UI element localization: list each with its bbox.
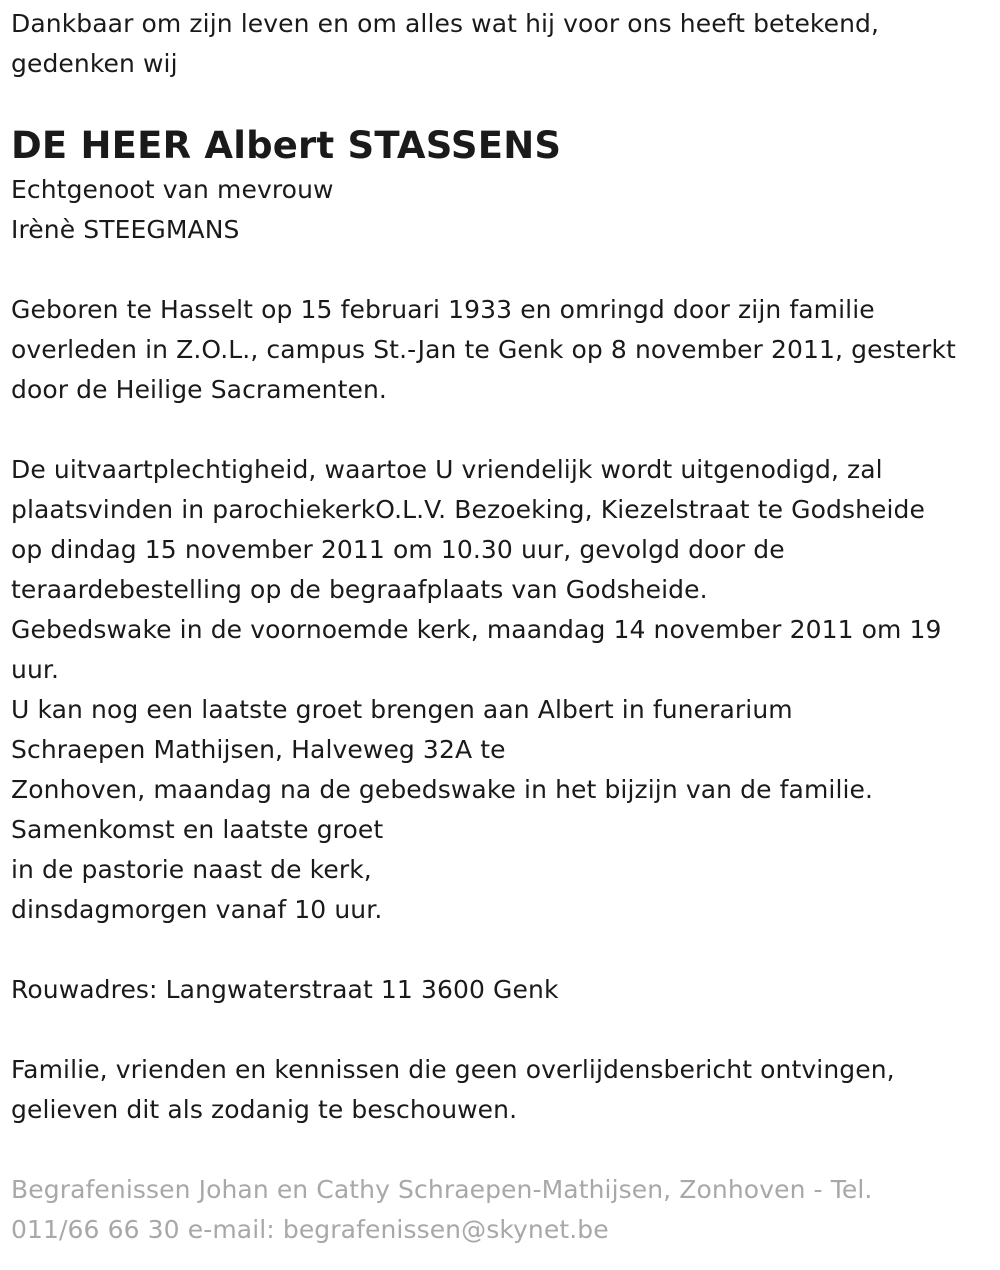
footer-line: Begrafenissen Johan en Cathy Schraepen-Mathijsen, Zonhoven - Tel. xyxy=(11,1175,873,1204)
spacer xyxy=(11,250,996,290)
intro-section xyxy=(11,4,996,84)
notice-line: gelieven dit als zodanig te beschouwen. xyxy=(11,1095,518,1124)
intro-line: Dankbaar om zijn leven en om alles wat hij voor ons heeft betekend, xyxy=(11,9,880,38)
spacer xyxy=(11,410,996,450)
ceremony-line: De uitvaartplechtigheid, waartoe U vriendelijk wordt uitgenodigd, zal xyxy=(11,455,883,484)
ceremony-line: in de pastorie naast de kerk, xyxy=(11,855,372,884)
birth-line: door de Heilige Sacramenten. xyxy=(11,375,387,404)
ceremony-line: plaatsvinden in parochiekerkO.L.V. Bezoeking, Kiezelstraat te Godsheide xyxy=(11,495,925,524)
spacer xyxy=(11,1130,996,1170)
ceremony-line: Schraepen Mathijsen, Halveweg 32A te xyxy=(11,735,506,764)
spouse-line: Echtgenoot van mevrouw xyxy=(11,175,334,204)
ceremony-line: Zonhoven, maandag na de gebedswake in het bijzijn van de familie. xyxy=(11,775,874,804)
footer-contact: 011/66 66 30 e-mail: begrafenissen@skynet.be xyxy=(11,1215,609,1244)
ceremony-line: U kan nog een laatste groet brengen aan Albert in funerarium xyxy=(11,695,793,724)
funeral-home-footer xyxy=(11,1170,996,1250)
obituary-notice xyxy=(11,4,996,1250)
spacer xyxy=(11,930,996,970)
ceremony-line: dinsdagmorgen vanaf 10 uur. xyxy=(11,895,383,924)
spacer xyxy=(11,1010,996,1050)
spouse-line: Irènè STEEGMANS xyxy=(11,215,240,244)
ceremony-line: uur. xyxy=(11,655,60,684)
birth-line: overleden in Z.O.L., campus St.-Jan te Genk op 8 november 2011, gesterkt xyxy=(11,335,956,364)
ceremony-line: teraardebestelling op de begraafplaats van Godsheide. xyxy=(11,575,708,604)
intro-line: gedenken wij xyxy=(11,49,178,78)
deceased-name: DE HEER Albert STASSENS xyxy=(11,124,562,167)
notice-section xyxy=(11,1050,996,1130)
birth-line: Geboren te Hasselt op 15 februari 1933 en omringd door zijn familie xyxy=(11,295,875,324)
ceremony-line: Samenkomst en laatste groet xyxy=(11,815,384,844)
ceremony-line: Gebedswake in de voornoemde kerk, maandag 14 november 2011 om 19 xyxy=(11,615,942,644)
notice-line: Familie, vrienden en kennissen die geen overlijdensbericht ontvingen, xyxy=(11,1055,895,1084)
ceremony-line: op dindag 15 november 2011 om 10.30 uur, gevolgd door de xyxy=(11,535,785,564)
spouse-section xyxy=(11,170,996,250)
ceremony-section xyxy=(11,450,996,930)
birth-death-section xyxy=(11,290,996,410)
mourning-address: Rouwadres: Langwaterstraat 11 3600 Genk xyxy=(11,975,559,1004)
